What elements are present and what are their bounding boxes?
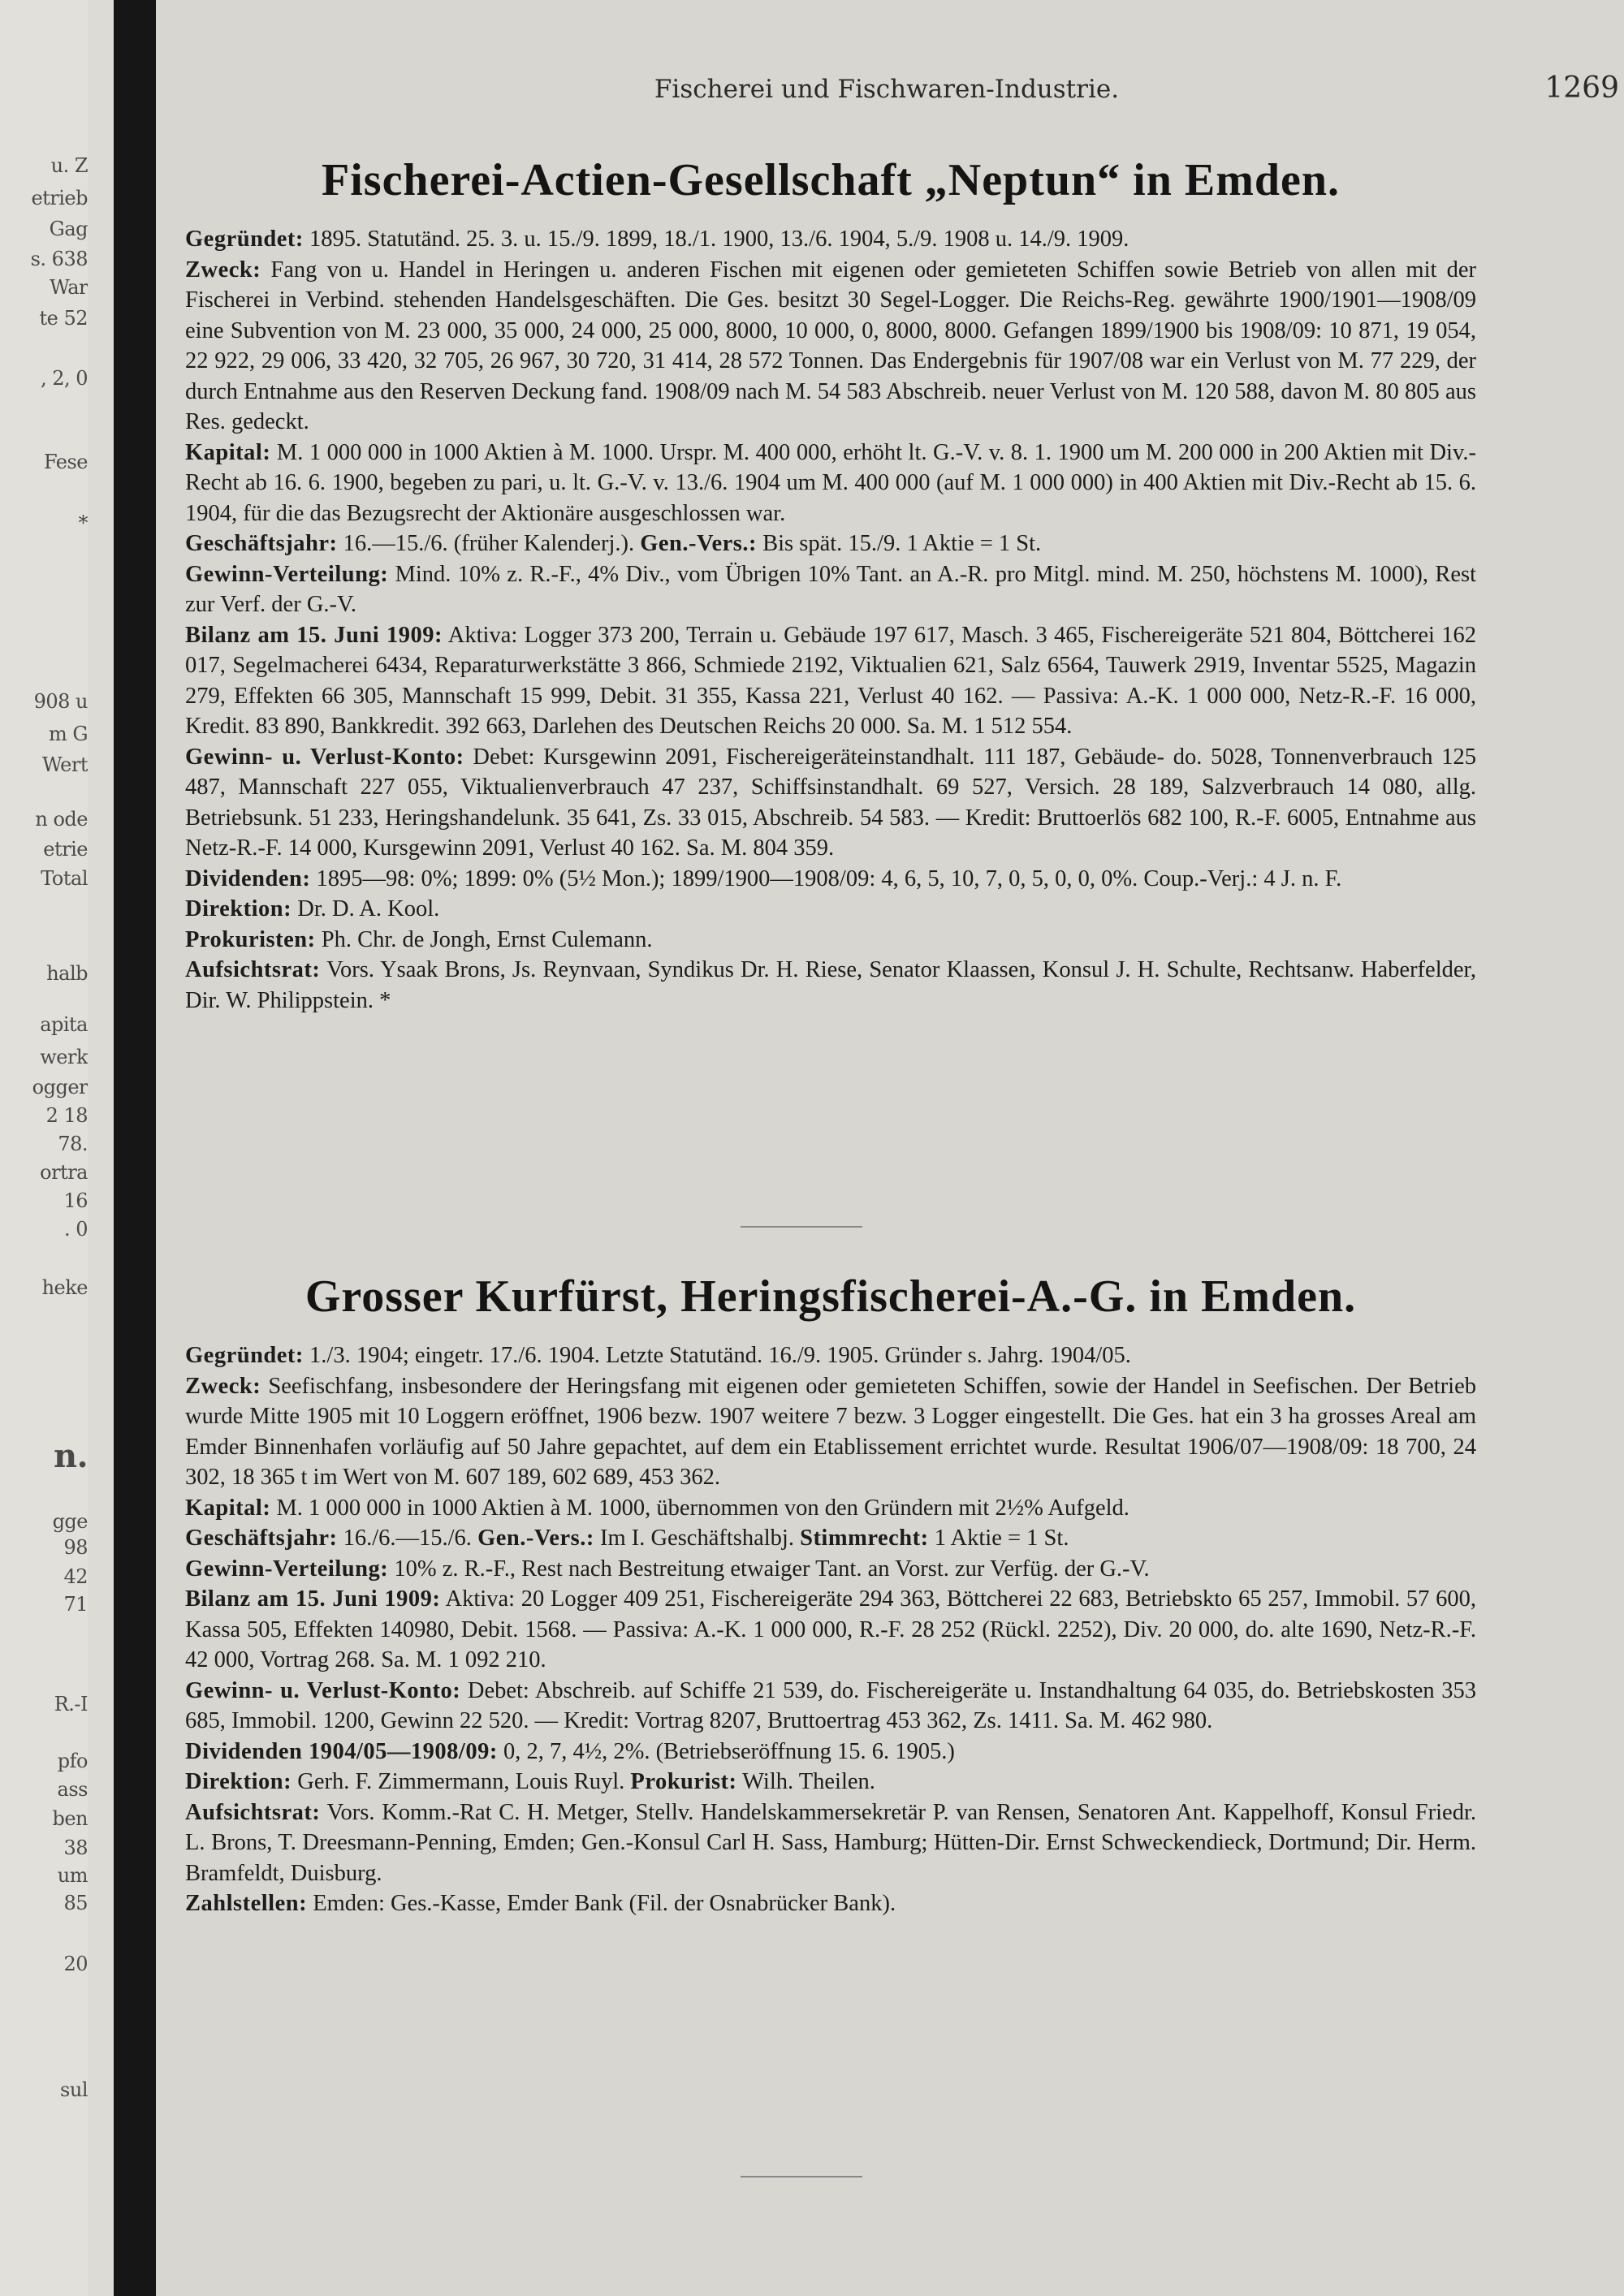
entry-paragraph — [185, 1584, 1476, 1676]
entry-paragraph — [185, 742, 1476, 864]
field-label: Gewinn- u. Verlust-Konto: — [185, 744, 464, 770]
field-label: Gen.-Vers.: — [477, 1526, 594, 1551]
field-text: Im I. Geschäftshalbj. — [594, 1526, 801, 1551]
adjacent-page-fragment: 78. — [58, 1133, 88, 1155]
adjacent-page-fragment: werk — [40, 1046, 88, 1068]
adjacent-page-fragment: 16 — [63, 1189, 88, 1212]
entry-paragraph — [185, 620, 1476, 742]
entry-paragraph — [185, 1888, 1476, 1919]
adjacent-page-fragment: etrie — [43, 838, 88, 861]
page-number: 1269 — [1544, 71, 1619, 105]
adjacent-page-fragment: n ode — [35, 808, 88, 831]
field-label: Gegründet: — [185, 227, 304, 252]
adjacent-page-fragment: n. — [53, 1437, 88, 1475]
field-label: Gewinn-Verteilung: — [185, 561, 389, 587]
field-text: Seefischfang, insbesondere der Heringsfang mit eigenen oder gemieteten Schiffen, sowie der Handel in Seefischen. Der Betrieb wurde Mitte 1905 mit 10 Loggern eröffnet, 1906 bezw. 1907 weitere 7 bezw. 3 Logger eingestellt. Die Ges. hat ein 3 ha grosses Areal am Emder Binnenhafen vorläufig auf 50 Jahre gepachtet, auf dem ein Etablissement errichtet wurde. Resultat 1906/07—1908/09: 18 700, 24 302, 18 365 t im Wert von M. 607 189, 602 689, 453 362. — [185, 1373, 1476, 1490]
field-text: Mind. 10% z. R.-F., 4% Div., vom Übrigen 10% Tant. an A.-R. pro Mitgl. mind. M. 250, höchstens M. 1000), Rest zur Verf. der G.-V. — [185, 561, 1476, 617]
adjacent-page-fragment: sul — [60, 2078, 88, 2101]
field-text: Debet: Abschreib. auf Schiffe 21 539, do. Fischereigeräte u. Instandhaltung 64 035, do. Betriebskosten 353 685, Immobil. 1200, Gewinn 22 520. — Kredit: Vortrag 8207, Bruttoertrag 453 362, Zs. 1411. Sa. M. 462 980. — [185, 1677, 1476, 1733]
company-title: Fischerei-Actien-Gesellschaft „Neptun“ in Emden. — [322, 155, 1340, 205]
entry-paragraph — [185, 224, 1476, 255]
field-label: Aufsichtsrat: — [185, 1799, 321, 1825]
adjacent-page-fragment: te 52 — [39, 307, 88, 330]
field-label: Prokurist: — [630, 1769, 737, 1794]
company-entry-grosser-kurfuerst — [185, 1271, 1476, 1919]
adjacent-page-fragment: um — [57, 1864, 88, 1887]
adjacent-page-fragment: , 2, 0 — [40, 367, 88, 390]
field-text: 1./3. 1904; eingetr. 17./6. 1904. Letzte Statutänd. 16./9. 1905. Gründer s. Jahrg. 1904/05. — [303, 1343, 1131, 1368]
field-label: Bilanz am 15. Juni 1909: — [185, 1586, 441, 1612]
adjacent-page-fragment: 908 u — [33, 690, 88, 713]
entry-paragraph — [185, 438, 1476, 529]
adjacent-page-fragment: gge — [52, 1510, 88, 1533]
adjacent-page-fragment: s. 638 — [30, 248, 88, 270]
field-label: Dividenden: — [185, 865, 311, 891]
entry-paragraph — [185, 955, 1476, 1016]
field-text: 1895—98: 0%; 1899: 0% (5½ Mon.); 1899/1900—1908/09: 4, 6, 5, 10, 7, 0, 5, 0, 0, 0%. Coup.-Verj.: 4 J. n. F. — [310, 865, 1342, 891]
field-label: Kapital: — [185, 439, 271, 465]
field-label: Dividenden 1904/05—1908/09: — [185, 1738, 498, 1764]
entry-paragraph — [185, 529, 1476, 559]
entry-paragraph — [185, 1340, 1476, 1371]
adjacent-page-fragment: m G — [48, 723, 88, 745]
field-label: Geschäftsjahr: — [185, 1526, 338, 1551]
adjacent-page-fragment: War — [50, 276, 88, 299]
field-label: Geschäftsjahr: — [185, 531, 338, 556]
adjacent-page-fragment: u. Z — [50, 154, 88, 177]
company-title: Grosser Kurfürst, Heringsfischerei-A.-G. in Emden. — [304, 1271, 1357, 1322]
adjacent-page-fragment: 38 — [63, 1836, 88, 1859]
field-text: 16.—15./6. (früher Kalenderj.). — [337, 531, 641, 556]
adjacent-page-fragment: apita — [40, 1013, 88, 1036]
adjacent-page-fragment: heke — [41, 1276, 88, 1299]
entry-paragraph — [185, 894, 1476, 925]
adjacent-page-fragment: 42 — [63, 1565, 88, 1588]
adjacent-page-fragment: 85 — [63, 1892, 88, 1914]
book-binding — [114, 0, 156, 2296]
field-label: Prokuristen: — [185, 926, 316, 952]
field-label: Zahlstellen: — [185, 1891, 308, 1916]
section-separator — [741, 1226, 862, 1228]
company-body — [185, 1340, 1476, 1919]
field-text: Wilh. Theilen. — [736, 1769, 875, 1794]
field-text: M. 1 000 000 in 1000 Aktien à M. 1000, übernommen von den Gründern mit 2½% Aufgeld. — [270, 1495, 1129, 1521]
entry-paragraph — [185, 1493, 1476, 1524]
document-page — [156, 0, 1624, 2296]
adjacent-page-fragment: pfo — [57, 1750, 88, 1772]
adjacent-page-fragment: Fese — [43, 451, 88, 473]
field-label: Zweck: — [185, 1373, 261, 1399]
entry-paragraph — [185, 559, 1476, 620]
field-label: Direktion: — [185, 896, 292, 921]
field-label: Gegründet: — [185, 1343, 304, 1368]
field-text: Gerh. F. Zimmermann, Louis Ruyl. — [292, 1769, 631, 1794]
field-label: Aufsichtsrat: — [185, 957, 321, 982]
adjacent-page-fragment: ass — [57, 1778, 88, 1801]
field-text: 0, 2, 7, 4½, 2%. (Betriebseröffnung 15. 6. 1905.) — [497, 1738, 955, 1764]
field-label: Stimmrecht: — [800, 1526, 929, 1551]
field-label: Bilanz am 15. Juni 1909: — [185, 622, 443, 648]
field-label: Gen.-Vers.: — [640, 531, 757, 556]
field-text: Aktiva: Logger 373 200, Terrain u. Gebäude 197 617, Masch. 3 465, Fischereigeräte 521 804, Böttcherei 162 017, Segelmacherei 6434, Reparaturwerkstätte 3 866, Schmiede 2192, Viktualien 621, Salz 6564, Tauwerk 2919, Inventar 5525, Magazin 279, Effekten 66 305, Mannschaft 15 999, Debit. 31 355, Kassa 221, Verlust 40 162. — Passiva: A.-K. 1 000 000, Netz-R.-F. 16 000, Kredit. 83 890, Bankkredit. 392 663, Darlehen des Deutschen Reichs 20 000. Sa. M. 1 512 554. — [185, 622, 1476, 739]
field-label: Zweck: — [185, 257, 261, 283]
field-text: 1895. Statutänd. 25. 3. u. 15./9. 1899, 18./1. 1900, 13./6. 1904, 5./9. 1908 u. 14./9. 1909. — [303, 227, 1129, 252]
entry-paragraph — [185, 1554, 1476, 1585]
field-text: 10% z. R.-F., Rest nach Bestreitung etwaiger Tant. an Vorst. zur Verfüg. der G.-V. — [388, 1556, 1150, 1582]
entry-paragraph — [185, 1371, 1476, 1493]
field-text: Bis spät. 15./9. 1 Aktie = 1 St. — [757, 531, 1042, 556]
adjacent-page-fragment: ben — [52, 1807, 88, 1830]
adjacent-page-fragment: Wert — [41, 753, 88, 776]
adjacent-page-fragment: 71 — [63, 1593, 88, 1616]
adjacent-page-fragment: 20 — [63, 1953, 88, 1975]
field-label: Gewinn-Verteilung: — [185, 1556, 389, 1582]
adjacent-page-fragment: * — [78, 511, 88, 534]
field-text: Vors. Komm.-Rat C. H. Metger, Stellv. Handelskammersekretär P. van Rensen, Senatoren Ant. Kappelhoff, Konsul Friedr. L. Brons, T. Dreesmann-Penning, Emden; Gen.-Konsul Carl H. Sass, Hamburg; Hütten-Dir. Ernst Schweckendieck, Dortmund; Dir. Herm. Bramfeldt, Duisburg. — [185, 1799, 1476, 1886]
entry-paragraph — [185, 1676, 1476, 1737]
company-entry-neptun — [185, 154, 1476, 1016]
field-text: Debet: Kursgewinn 2091, Fischereigeräteinstandhalt. 111 187, Gebäude- do. 5028, Tonnenverbrauch 125 487, Mannschaft 227 055, Viktualienverbrauch 47 237, Schiffsinstandhalt. 69 527, Versich. 28 189, Salzverbrauch 14 080, allg. Betriebsunk. 51 233, Heringshandelunk. 35 641, Zs. 33 015, Abschreib. 54 583. — Kredit: Bruttoerlös 682 100, R.-F. 6005, Entnahme aus Netz-R.-F. 14 000, Kursgewinn 2091, Verlust 40 162. Sa. M. 804 359. — [185, 744, 1477, 861]
field-text: Dr. D. A. Kool. — [292, 896, 440, 921]
entry-paragraph — [185, 1767, 1476, 1798]
entry-paragraph — [185, 255, 1476, 438]
field-text: Aktiva: 20 Logger 409 251, Fischereigeräte 294 363, Böttcherei 22 683, Betriebskto 65 257, Immobil. 57 600, Kassa 505, Effekten 140980, Debit. 1568. — Passiva: A.-K. 1 000 000, R.-F. 28 252 (Rückl. 2252), Div. 20 000, do. alte 1690, Netz-R.-F. 42 000, Vortrag 268. Sa. M. 1 092 210. — [185, 1586, 1476, 1672]
field-label: Gewinn- u. Verlust-Konto: — [185, 1677, 461, 1703]
field-text: Fang von u. Handel in Heringen u. anderen Fischen mit eigenen oder gemieteten Schiffen sowie Betrieb von allen mit der Fischerei in Verbind. stehenden Handelsgeschäften. Die Ges. besitzt 30 Segel-Logger. Die Reichs-Reg. gewährte 1900/1901—1908/09 eine Subvention von M. 23 000, 35 000, 24 000, 25 000, 8000, 10 000, 0, 8000, 8000. Gefangen 1899/1900 bis 1908/09: 10 871, 19 054, 22 922, 29 006, 33 420, 32 705, 26 967, 30 720, 31 414, 28 572 Tonnen. Das Endergebnis für 1907/08 war ein Verlust von M. 77 229, der durch Entnahme aus den Reserven Deckung fand. 1908/09 nach M. 54 583 Abschreib. neuer Verlust von M. 120 588, davon M. 80 805 aus Res. gedeckt. — [185, 257, 1476, 434]
section-separator — [741, 2176, 862, 2177]
running-head: Fischerei und Fischwaren-Industrie. — [654, 75, 1120, 104]
field-label: Kapital: — [185, 1495, 271, 1521]
adjacent-page-fragment: etrieb — [31, 187, 88, 209]
adjacent-page-fragment: Total — [41, 867, 88, 890]
company-body — [185, 224, 1476, 1016]
adjacent-page-fragment: Gag — [49, 218, 88, 240]
adjacent-page-strip — [0, 0, 88, 2296]
field-text: 16./6.—15./6. — [337, 1526, 478, 1551]
entry-paragraph — [185, 1798, 1476, 1889]
adjacent-page-fragment: halb — [46, 962, 88, 985]
field-text: Vors. Ysaak Brons, Js. Reynvaan, Syndikus Dr. H. Riese, Senator Klaassen, Konsul J. H. Schulte, Rechtsanw. Haberfelder, Dir. W. Philippstein. * — [185, 957, 1476, 1013]
adjacent-page-fragment: ortra — [40, 1161, 88, 1184]
adjacent-page-fragment: R.-I — [54, 1693, 88, 1716]
adjacent-page-fragment: 2 18 — [45, 1104, 88, 1127]
entry-paragraph — [185, 864, 1476, 895]
adjacent-page-fragment: ogger — [32, 1076, 88, 1098]
entry-paragraph — [185, 1523, 1476, 1554]
adjacent-page-fragment: . 0 — [63, 1218, 88, 1241]
field-text: Emden: Ges.-Kasse, Emder Bank (Fil. der Osnabrücker Bank). — [307, 1891, 896, 1916]
field-text: Ph. Chr. de Jongh, Ernst Culemann. — [315, 926, 653, 952]
field-label: Direktion: — [185, 1769, 292, 1794]
entry-paragraph — [185, 1737, 1476, 1767]
adjacent-page-fragment: 98 — [63, 1536, 88, 1559]
field-text: 1 Aktie = 1 St. — [928, 1526, 1069, 1551]
field-text: M. 1 000 000 in 1000 Aktien à M. 1000. Urspr. M. 400 000, erhöht lt. G.-V. v. 8. 1. 1900 um M. 200 000 in 200 Aktien mit Div.-Recht ab 16. 6. 1900, begeben zu pari, u. lt. G.-V. v. 13./6. 1904 um M. 400 000 (auf M. 1 000 000) in 400 Aktien mit Div.-Recht ab 15. 6. 1904, für die das Bezugsrecht der Aktionäre ausgeschlossen war. — [185, 439, 1476, 526]
entry-paragraph — [185, 925, 1476, 956]
